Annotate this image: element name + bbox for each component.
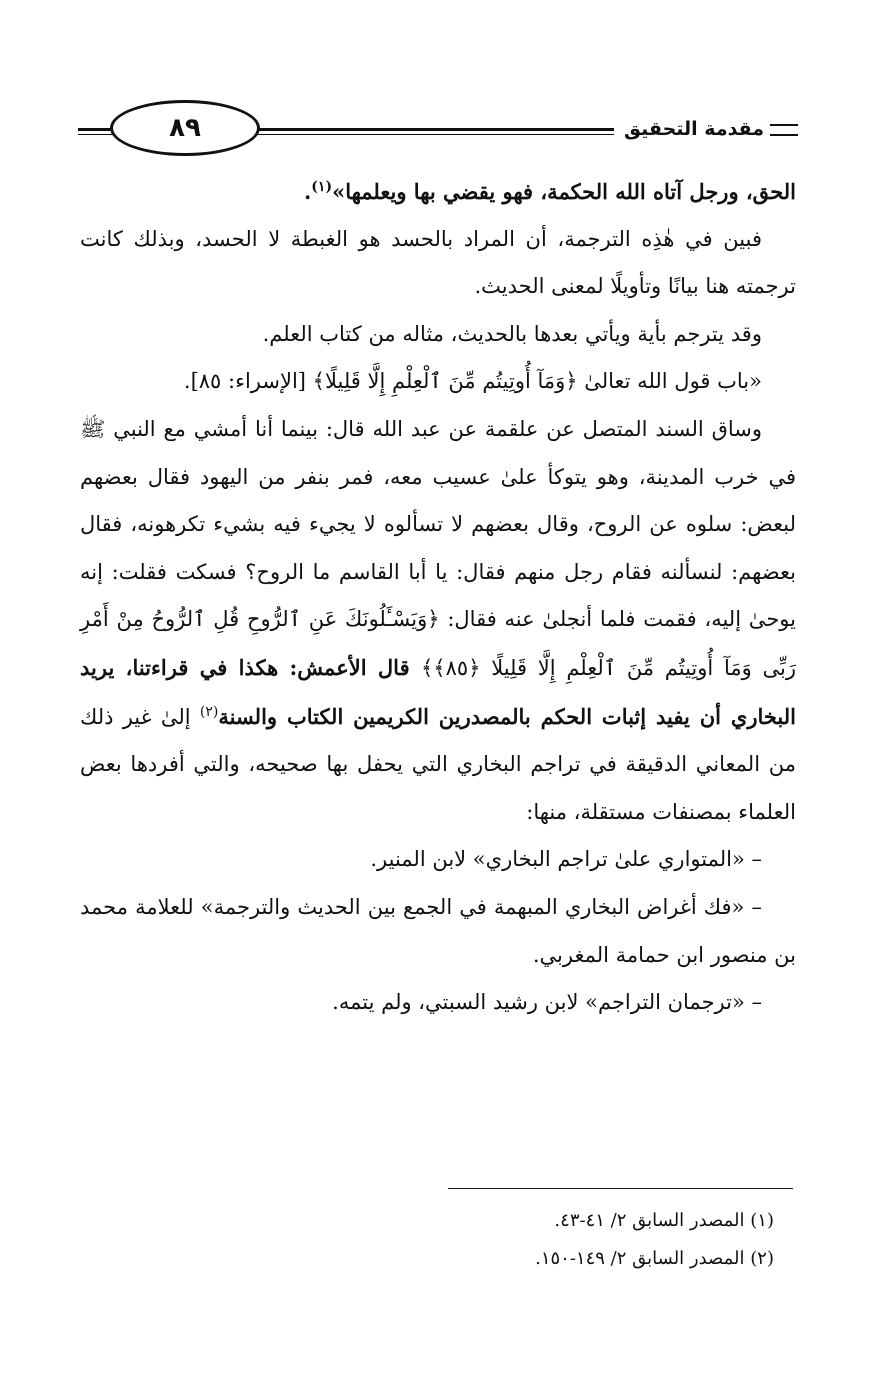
footnote-ref-2: (٢) <box>199 703 219 720</box>
running-header <box>78 96 798 166</box>
paragraph-explanation: فبين في هٰذِه الترجمة، أن المراد بالحسد هو الغبطة لا الحسد، وبذلك كانت ترجمته هنا بيانًا وتأويلًا لمعنى الحديث. <box>80 226 796 299</box>
header-title-text: مقدمة التحقيق <box>624 118 764 140</box>
narration-commentary: قال الأعمش: هكذا في قراءتنا، يريد البخاري أن يفيد إثبات الحكم بالمصدرين الكريمين الكتاب والسنة <box>80 654 796 729</box>
narration-text: وساق السند المتصل عن علقمة عن عبد الله قال: بينما أنا أمشي مع النبي ﷺ في خرب المدينة، وهو يتوكأ علىٰ عسيب معه، فمر بنفر من اليهود فقال بعضهم لبعض: سلوه عن الروح، وقال بعضهم لا تسألوه لا يجيء فيه بشيء تكرهونه، فقال بعضهم: لنسألنه فقام رجل منهم فقال: يا أبا القاسم ما الروح؟ فسكت فقلت: إنه يوحىٰ إليه، فقمت فلما أنجلىٰ عنه فقال: ﴿وَيَسْـَٔلُونَكَ عَنِ ٱلرُّوحِ قُلِ ٱلرُّوحُ مِنْ أَمْرِ رَبِّى وَمَآ أُوتِيتُم مِّنَ ٱلْعِلْمِ إِلَّا قَلِيلًا ﴿٨٥﴾﴾ <box>80 416 796 680</box>
header-dash-ornament <box>770 124 798 136</box>
hadith-end-text: الحق، ورجل آتاه الله الحكمة، فهو يقضي بها ويعلمها» <box>332 179 796 204</box>
footnote-ref-1: (١) <box>311 179 333 195</box>
hadith-end-period: . <box>303 179 312 204</box>
page-number: ٨٩ <box>169 113 201 143</box>
paragraph-chapter-title: «باب قول الله تعالىٰ ﴿وَمَآ أُوتِيتُم مِّنَ ٱلْعِلْمِ إِلَّا قَلِيلًا﴾ [الإسراء: ٨٥]. <box>183 369 762 394</box>
footnote-separator <box>448 1188 793 1189</box>
footnote-1: (١) المصدر السابق ٢/ ٤١-٤٣. <box>554 1210 774 1231</box>
footnotes <box>80 1202 796 1278</box>
list-item: – «ترجمان التراجم» لابن رشيد السبتي، ولم يتمه. <box>332 990 762 1015</box>
paragraph-hadith-end <box>80 168 796 216</box>
body-text <box>80 168 796 1027</box>
paragraph-hadith-narration <box>80 406 796 836</box>
page-number-oval <box>110 100 260 156</box>
list-item: – «المتواري علىٰ تراجم البخاري» لابن المنير. <box>370 847 762 872</box>
header-title <box>614 114 798 144</box>
narration-continuation: إلىٰ غير ذلك من المعاني الدقيقة في تراجم البخاري التي يحفل بها صحيحه، والتي أفردها بعض العلماء بمصنفات مستقلة، منها: <box>80 704 796 824</box>
list-item: – «فك أغراض البخاري المبهمة في الجمع بين الحديث والترجمة» للعلامة محمد بن منصور ابن حمامة المغربي. <box>80 894 796 967</box>
paragraph-example-intro: وقد يترجم بأية ويأتي بعدها بالحديث، مثاله من كتاب العلم. <box>262 321 762 346</box>
footnote-2: (٢) المصدر السابق ٢/ ١٤٩-١٥٠. <box>535 1248 774 1269</box>
